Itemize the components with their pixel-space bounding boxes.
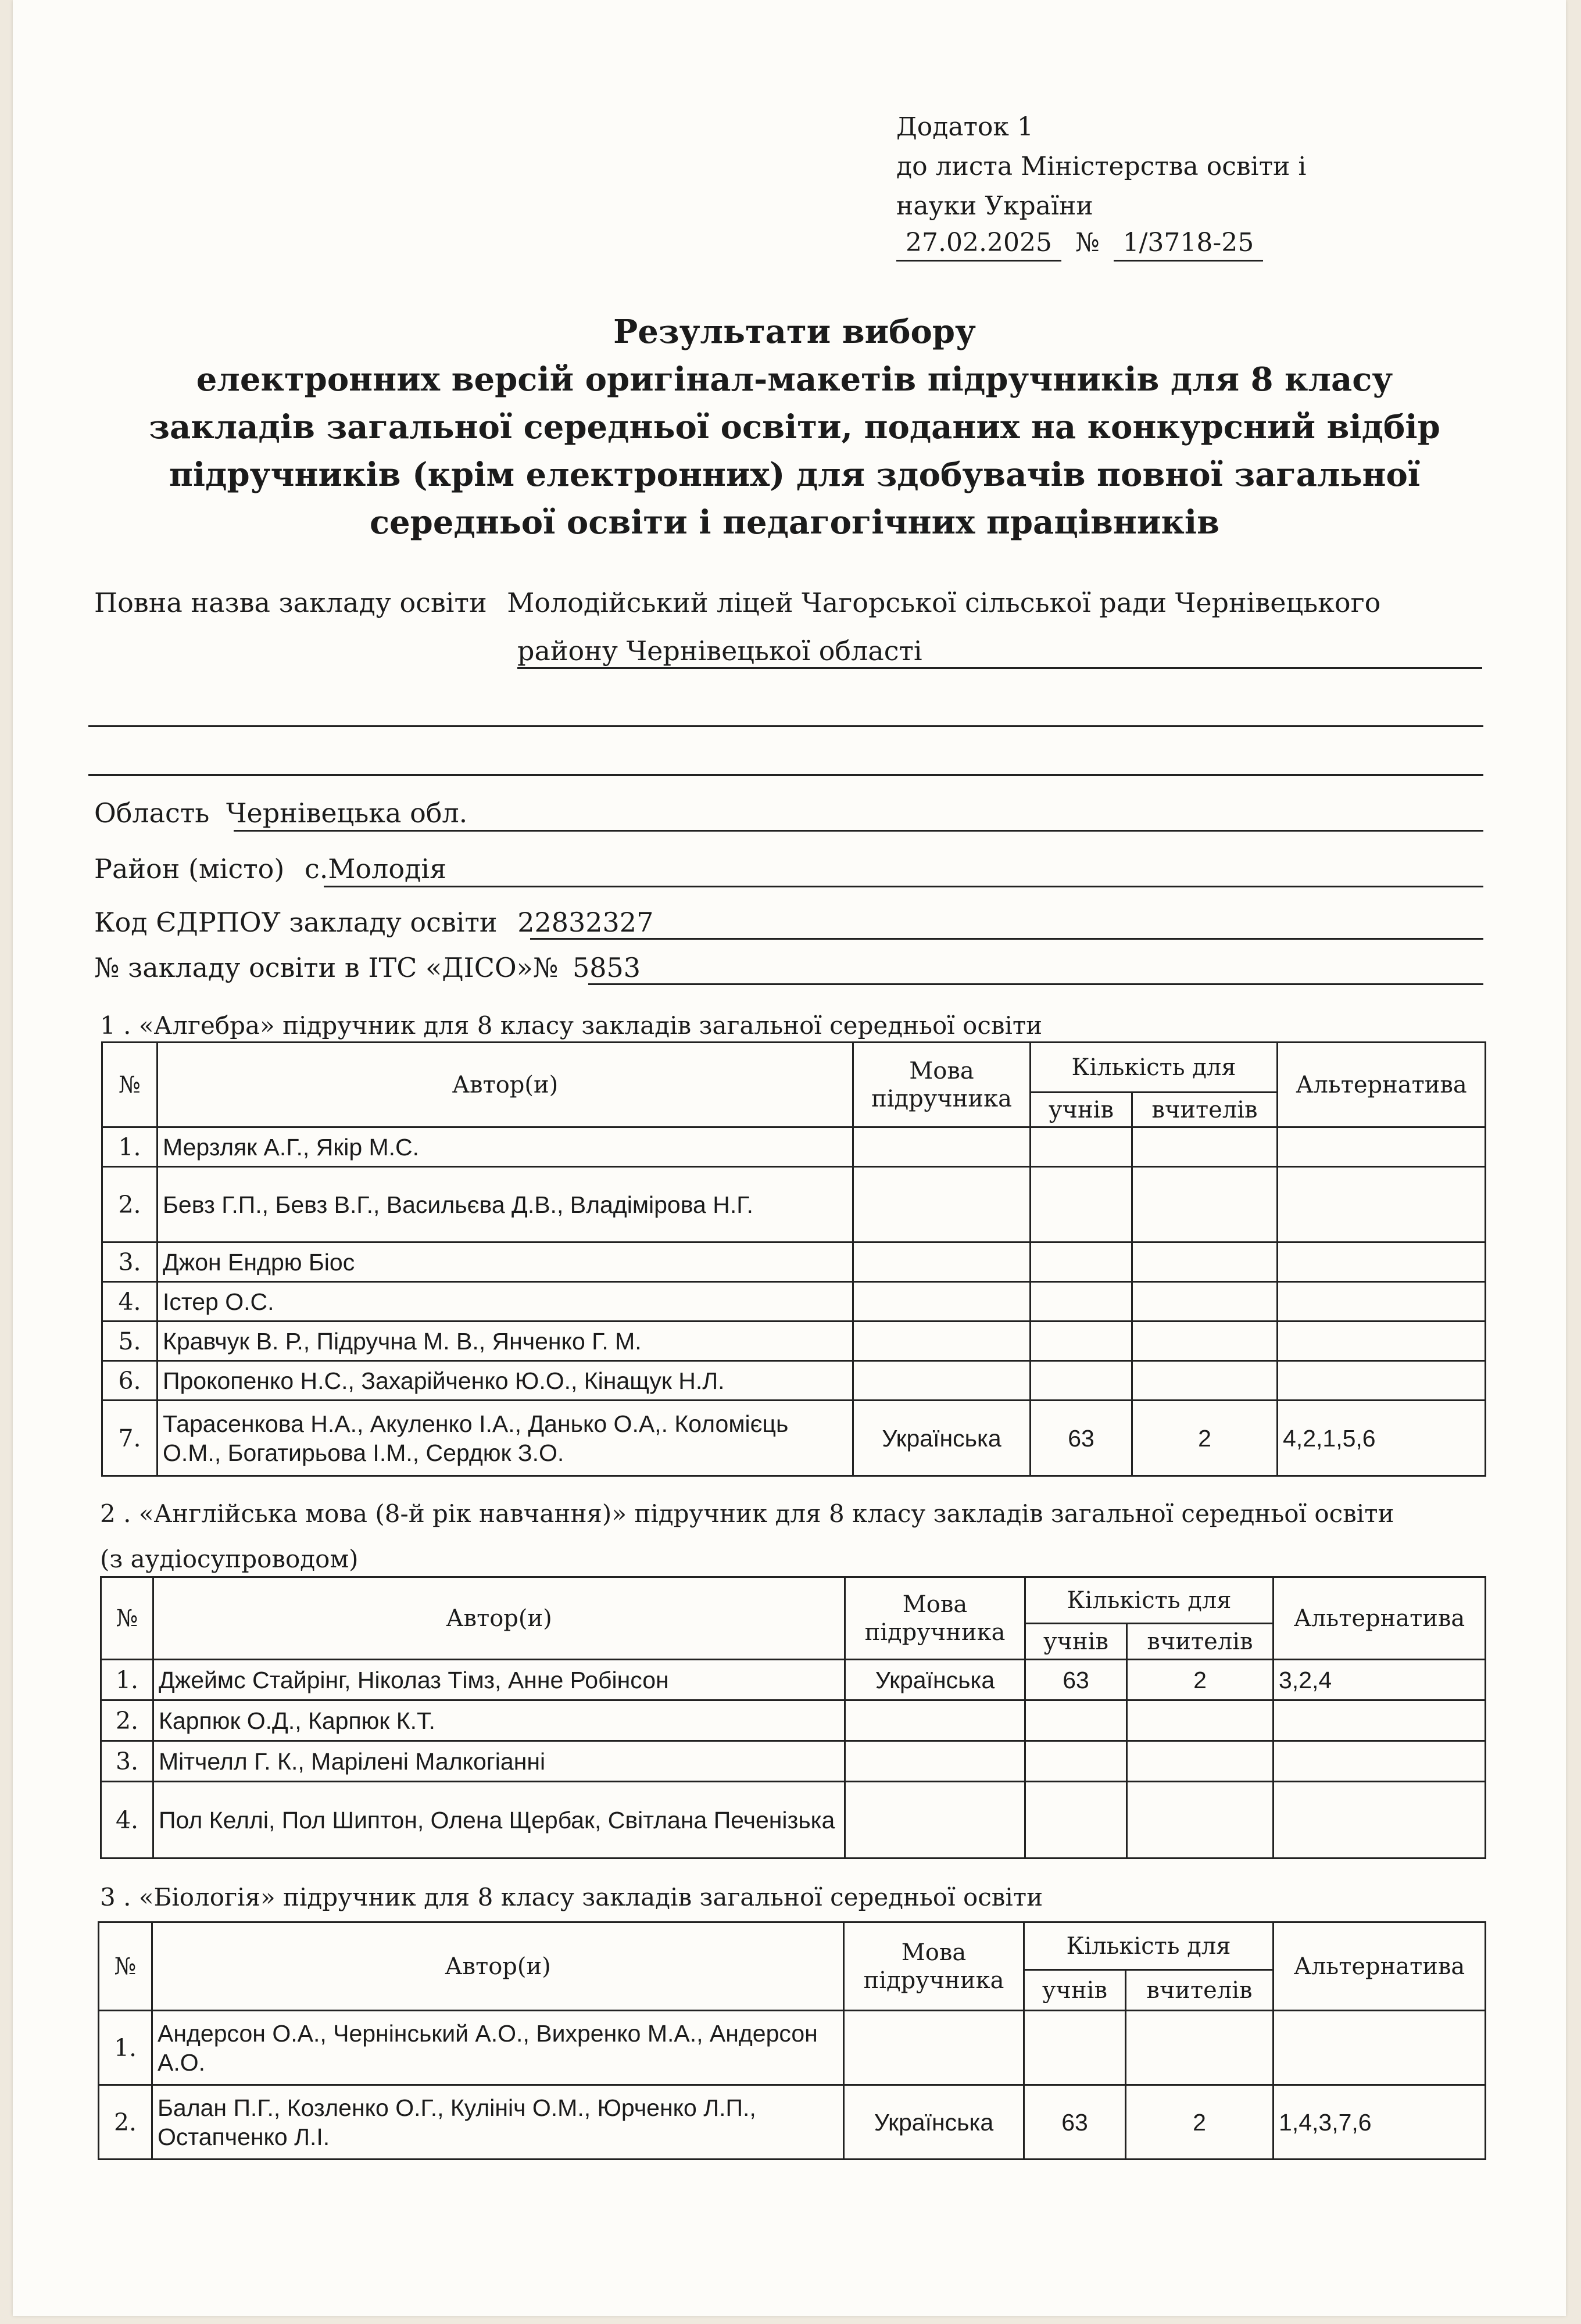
col-header-num: № <box>99 1922 152 2011</box>
row-lang <box>853 1242 1031 1282</box>
region-label: Область <box>94 797 210 829</box>
section-title-english: 2 . «Англійська мова (8-й рік навчання)» підручник для 8 класу закладів загальної середньої освіти <box>100 1499 1394 1528</box>
row-author: Джон Ендрю Біос <box>158 1242 853 1282</box>
row-students <box>1031 1127 1132 1167</box>
section-title-english-cont: (з аудіосупроводом) <box>100 1545 359 1573</box>
district-value: с.Молодія <box>304 853 447 885</box>
annex-line3: науки України <box>896 191 1093 221</box>
title-line-3: закладів загальної середньої освіти, поданих на конкурсний відбір <box>149 408 1440 446</box>
section-title-biology: 3 . «Біологія» підручник для 8 класу закладів загальної середньої освіти <box>100 1883 1043 1911</box>
row-author: Балан П.Г., Козленко О.Г., Кулініч О.М., Юрченко Л.П., Остапченко Л.І. <box>152 2085 844 2160</box>
title-line-5: середньої освіти і педагогічних працівників <box>369 503 1220 542</box>
row-lang <box>844 2011 1024 2085</box>
row-num: 3. <box>102 1242 158 1282</box>
annex-line2: до листа Міністерства освіти і <box>896 152 1307 181</box>
row-teachers <box>1132 1361 1278 1401</box>
district-label: Район (місто) <box>94 853 285 885</box>
underline <box>88 774 1483 776</box>
row-num: 1. <box>102 1127 158 1167</box>
row-author: Карпюк О.Д., Карпюк К.Т. <box>153 1700 845 1741</box>
table-row <box>102 1282 1486 1322</box>
row-author: Пол Келлі, Пол Шиптон, Олена Щербак, Світлана Печенізька <box>153 1782 845 1859</box>
row-students <box>1025 1782 1127 1859</box>
col-header-lang: Мова підручника <box>853 1043 1031 1127</box>
row-num: 2. <box>102 1167 158 1242</box>
table-row <box>101 1782 1486 1859</box>
row-students <box>1024 2011 1126 2085</box>
its-field <box>94 952 641 983</box>
row-teachers: 2 <box>1132 1401 1278 1476</box>
row-students: 63 <box>1025 1660 1127 1700</box>
row-num: 5. <box>102 1322 158 1361</box>
row-students <box>1031 1282 1132 1322</box>
col-header-students: учнів <box>1024 1970 1126 2011</box>
row-author: Прокопенко Н.С., Захарійченко Ю.О., Кінащук Н.Л. <box>158 1361 853 1401</box>
table-algebra <box>101 1041 1486 1477</box>
title-line-4: підручників (крім електронних) для здобувачів повної загальної <box>169 456 1421 494</box>
table-row <box>102 1167 1486 1242</box>
row-num: 4. <box>101 1782 153 1859</box>
col-header-teachers: вчителів <box>1127 1624 1274 1660</box>
row-alt: 3,2,4 <box>1274 1660 1486 1700</box>
row-students: 63 <box>1031 1401 1132 1476</box>
row-teachers <box>1132 1322 1278 1361</box>
row-students: 63 <box>1024 2085 1126 2160</box>
title-line-1: Результати вибору <box>613 313 976 351</box>
underline <box>234 830 1483 832</box>
underline <box>88 725 1483 727</box>
table-row <box>99 2085 1486 2160</box>
row-alt <box>1278 1322 1486 1361</box>
table-row <box>102 1242 1486 1282</box>
underline <box>517 667 1482 669</box>
row-teachers <box>1126 2011 1274 2085</box>
document-page <box>13 0 1566 2316</box>
institution-name-value-1: Молодійський ліцей Чагорської сільської ради Чернівецького <box>507 587 1381 618</box>
table-english <box>100 1576 1486 1859</box>
row-lang: Українська <box>845 1660 1025 1700</box>
row-teachers <box>1132 1242 1278 1282</box>
row-lang <box>853 1282 1031 1322</box>
edrpou-value: 22832327 <box>517 907 654 938</box>
col-header-students: учнів <box>1025 1624 1127 1660</box>
its-label: № закладу освіти в ІТС «ДІСО»№ <box>94 952 559 983</box>
table-biology <box>98 1921 1486 2160</box>
row-lang: Українська <box>844 2085 1024 2160</box>
district-field <box>94 853 446 885</box>
row-alt <box>1278 1361 1486 1401</box>
institution-name-label: Повна назва закладу освіти <box>94 587 487 618</box>
underline <box>324 886 1483 887</box>
col-header-author: Автор(и) <box>153 1577 845 1660</box>
row-alt <box>1274 1782 1486 1859</box>
row-teachers: 2 <box>1127 1660 1274 1700</box>
annex-header <box>896 108 1306 226</box>
row-alt <box>1274 1741 1486 1782</box>
underline <box>530 938 1483 940</box>
row-author: Бевз Г.П., Бевз В.Г., Васильєва Д.В., Владімірова Н.Г. <box>158 1167 853 1242</box>
row-students <box>1031 1242 1132 1282</box>
row-students <box>1031 1167 1132 1242</box>
its-value: 5853 <box>572 952 641 983</box>
table-row <box>102 1322 1486 1361</box>
row-author: Андерсон О.А., Чернінський А.О., Вихренко М.А., Андерсон А.О. <box>152 2011 844 2085</box>
col-header-num: № <box>101 1577 153 1660</box>
row-alt <box>1278 1282 1486 1322</box>
edrpou-label: Код ЄДРПОУ закладу освіти <box>94 907 498 938</box>
section-title-algebra: 1 . «Алгебра» підручник для 8 класу закладів загальної середньої освіти <box>100 1011 1043 1040</box>
row-alt: 4,2,1,5,6 <box>1278 1401 1486 1476</box>
row-author: Джеймс Стайрінг, Ніколаз Тімз, Анне Робінсон <box>153 1660 845 1700</box>
letter-date: 27.02.2025 <box>896 228 1061 262</box>
col-header-author: Автор(и) <box>158 1043 853 1127</box>
row-teachers <box>1127 1700 1274 1741</box>
row-lang <box>845 1782 1025 1859</box>
row-alt <box>1278 1242 1486 1282</box>
row-lang <box>853 1127 1031 1167</box>
row-students <box>1025 1741 1127 1782</box>
row-author: Мітчелл Г. К., Марілені Малкогіанні <box>153 1741 845 1782</box>
row-teachers <box>1127 1741 1274 1782</box>
row-lang <box>853 1361 1031 1401</box>
col-header-alt: Альтернатива <box>1278 1043 1486 1127</box>
row-alt <box>1278 1127 1486 1167</box>
col-header-count: Кількість для <box>1031 1043 1278 1093</box>
row-students <box>1031 1361 1132 1401</box>
letter-date-number <box>896 228 1263 262</box>
row-author: Мерзляк А.Г., Якір М.С. <box>158 1127 853 1167</box>
table-row <box>102 1401 1486 1476</box>
row-num: 7. <box>102 1401 158 1476</box>
row-lang: Українська <box>853 1401 1031 1476</box>
row-author: Тарасенкова Н.А., Акуленко І.А., Данько О.А,. Коломієць О.М., Богатирьова І.М., Сердюк З.О. <box>158 1401 853 1476</box>
row-num: 1. <box>99 2011 152 2085</box>
row-author: Істер О.С. <box>158 1282 853 1322</box>
institution-name-cont <box>517 635 922 667</box>
institution-name-field <box>94 587 1380 618</box>
row-teachers <box>1127 1782 1274 1859</box>
document-title <box>100 308 1489 546</box>
row-students <box>1025 1700 1127 1741</box>
number-sign: № <box>1075 228 1100 257</box>
col-header-teachers: вчителів <box>1132 1093 1278 1127</box>
letter-number: 1/3718-25 <box>1114 228 1264 262</box>
table-row <box>101 1660 1486 1700</box>
row-teachers <box>1132 1282 1278 1322</box>
edrpou-field <box>94 907 653 938</box>
col-header-lang: Мова підручника <box>844 1922 1024 2011</box>
row-num: 4. <box>102 1282 158 1322</box>
row-alt <box>1274 1700 1486 1741</box>
col-header-alt: Альтернатива <box>1274 1922 1486 2011</box>
underline <box>588 983 1483 985</box>
region-field <box>94 797 467 829</box>
col-header-students: учнів <box>1031 1093 1132 1127</box>
table-row <box>99 2011 1486 2085</box>
row-students <box>1031 1322 1132 1361</box>
col-header-count: Кількість для <box>1024 1922 1274 1970</box>
row-num: 2. <box>101 1700 153 1741</box>
row-num: 2. <box>99 2085 152 2160</box>
row-lang <box>853 1322 1031 1361</box>
row-teachers: 2 <box>1126 2085 1274 2160</box>
row-num: 1. <box>101 1660 153 1700</box>
row-lang <box>845 1700 1025 1741</box>
table-row <box>102 1361 1486 1401</box>
row-teachers <box>1132 1167 1278 1242</box>
table-row <box>101 1700 1486 1741</box>
col-header-lang: Мова підручника <box>845 1577 1025 1660</box>
col-header-num: № <box>102 1043 158 1127</box>
row-teachers <box>1132 1127 1278 1167</box>
row-lang <box>845 1741 1025 1782</box>
row-alt: 1,4,3,7,6 <box>1274 2085 1486 2160</box>
row-alt <box>1274 2011 1486 2085</box>
col-header-alt: Альтернатива <box>1274 1577 1486 1660</box>
table-row <box>101 1741 1486 1782</box>
title-line-2: електронних версій оригінал-макетів підручників для 8 класу <box>196 360 1393 399</box>
col-header-author: Автор(и) <box>152 1922 844 2011</box>
row-alt <box>1278 1167 1486 1242</box>
row-lang <box>853 1167 1031 1242</box>
col-header-count: Кількість для <box>1025 1577 1274 1624</box>
row-author: Кравчук В. Р., Підручна М. В., Янченко Г. М. <box>158 1322 853 1361</box>
col-header-teachers: вчителів <box>1126 1970 1274 2011</box>
row-num: 3. <box>101 1741 153 1782</box>
table-row <box>102 1127 1486 1167</box>
institution-name-value-2: району Чернівецької області <box>517 635 922 667</box>
row-num: 6. <box>102 1361 158 1401</box>
region-value: Чернівецька обл. <box>226 797 468 829</box>
annex-title: Додаток 1 <box>896 112 1033 142</box>
